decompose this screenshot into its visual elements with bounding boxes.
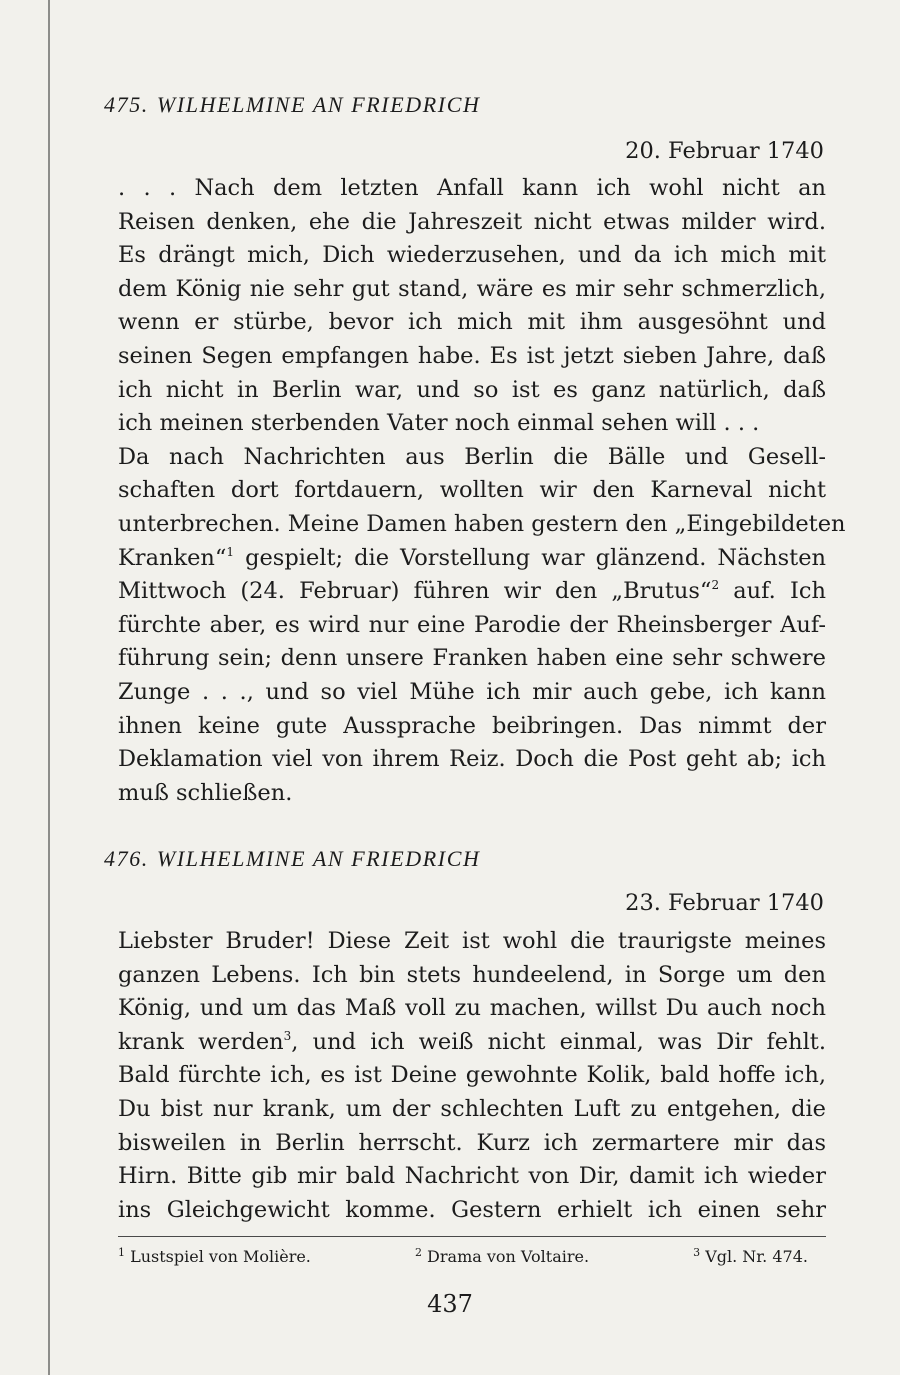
text-span: , und ich weiß nicht einmal, was Dir fehlt. [291, 1028, 827, 1055]
letter-number: 476. [104, 846, 149, 871]
text-line: ich meinen sterbenden Vater noch einmal sehen will . . . [118, 410, 760, 437]
text-line: ins Gleichgewicht komme. Gestern erhielt ich einen sehr [118, 1196, 826, 1223]
text-line: König, und um das Maß voll zu machen, willst Du auch noch [118, 995, 826, 1022]
text-line: Liebster Bruder! Diese Zeit ist wohl die traurigste meines [118, 928, 826, 954]
footnotes [118, 1247, 808, 1266]
text-line: Da nach Nachrichten aus Berlin die Bälle und Gesell- [118, 443, 826, 470]
text-line: wenn er stürbe, bevor ich mich mit ihm ausgesöhnt und [118, 309, 826, 336]
text-span: gespielt; die Vorstellung war glänzend. Nächsten [234, 544, 826, 571]
letter-475-body [118, 172, 846, 810]
footnote-ref: 2 [711, 578, 720, 593]
text-span: krank werden [118, 1028, 284, 1055]
text-line: ganzen Lebens. Ich bin stets hundeelend, in Sorge um den [118, 961, 826, 988]
footnote-ref: 1 [226, 544, 235, 559]
text-line: dem König nie sehr gut stand, wäre es mir sehr schmerzlich, [118, 275, 826, 302]
footnote-text: Vgl. Nr. 474. [705, 1247, 808, 1266]
text-line: Deklamation viel von ihrem Reiz. Doch die Post geht ab; ich [118, 746, 826, 773]
text-line: Zunge . . ., und so viel Mühe ich mir auch gebe, ich kann [118, 678, 826, 705]
text-line: unterbrechen. Meine Damen haben gestern den „Eingebildeten [118, 510, 846, 537]
footnote-mark: 1 [118, 1246, 125, 1259]
text-line: schaften dort fortdauern, wollten wir den Karneval nicht [118, 477, 826, 504]
footnote-mark: 2 [414, 1246, 422, 1259]
letter-number: 475. [104, 92, 149, 117]
text-line: Bald fürchte ich, es ist Deine gewohnte Kolik, bald hoffe ich, [118, 1062, 826, 1089]
text-line [118, 1026, 826, 1060]
text-line: muß schließen. [118, 779, 293, 806]
text-line: fürchte aber, es wird nur eine Parodie der Rheinsberger Auf- [118, 611, 826, 638]
footnote-rule [118, 1236, 826, 1237]
page-edge-line [48, 0, 50, 1375]
text-line: Du bist nur krank, um der schlechten Luft zu entgehen, die [118, 1095, 826, 1122]
text-line: ich nicht in Berlin war, und so ist es ganz natürlich, daß [118, 376, 826, 403]
text-line: ihnen keine gute Aussprache beibringen. Das nimmt der [118, 712, 826, 739]
footnote-text: Drama von Voltaire. [427, 1247, 590, 1266]
letter-heading-475 [104, 92, 481, 118]
letter-title: WILHELMINE AN FRIEDRICH [156, 846, 481, 871]
page-number: 437 [427, 1290, 473, 1318]
text-line: Es drängt mich, Dich wiederzusehen, und da ich mich mit [118, 242, 826, 269]
letter-title: WILHELMINE AN FRIEDRICH [156, 92, 481, 117]
footnote-2 [415, 1247, 589, 1266]
text-line [118, 575, 826, 609]
footnote-3 [693, 1247, 808, 1266]
text-line: Hirn. Bitte gib mir bald Nachricht von Dir, damit ich wieder [118, 1163, 826, 1190]
text-span: Mittwoch (24. Februar) führen wir den „Brutus“ [118, 578, 712, 605]
text-line: . . . Nach dem letzten Anfall kann ich wohl nicht an [118, 175, 826, 201]
letter-date: 23. Februar 1740 [625, 890, 824, 916]
text-span: auf. Ich [719, 578, 826, 605]
text-line: seinen Segen empfangen habe. Es ist jetzt sieben Jahre, daß [118, 342, 826, 369]
text-line: Reisen denken, ehe die Jahreszeit nicht etwas milder wird. [118, 208, 826, 235]
footnote-text: Lustspiel von Molière. [130, 1247, 311, 1266]
footnote-ref: 3 [283, 1028, 292, 1043]
text-span: Kranken“ [118, 544, 227, 571]
footnote-1 [118, 1247, 311, 1266]
footnote-mark: 3 [693, 1246, 701, 1259]
text-line: bisweilen in Berlin herrscht. Kurz ich zermartere mir das [118, 1129, 826, 1156]
letter-date: 20. Februar 1740 [625, 138, 824, 164]
text-line: führung sein; denn unsere Franken haben eine sehr schwere [118, 645, 826, 672]
letter-476-body [118, 925, 826, 1227]
letter-heading-476 [104, 846, 481, 872]
text-line [118, 542, 826, 576]
